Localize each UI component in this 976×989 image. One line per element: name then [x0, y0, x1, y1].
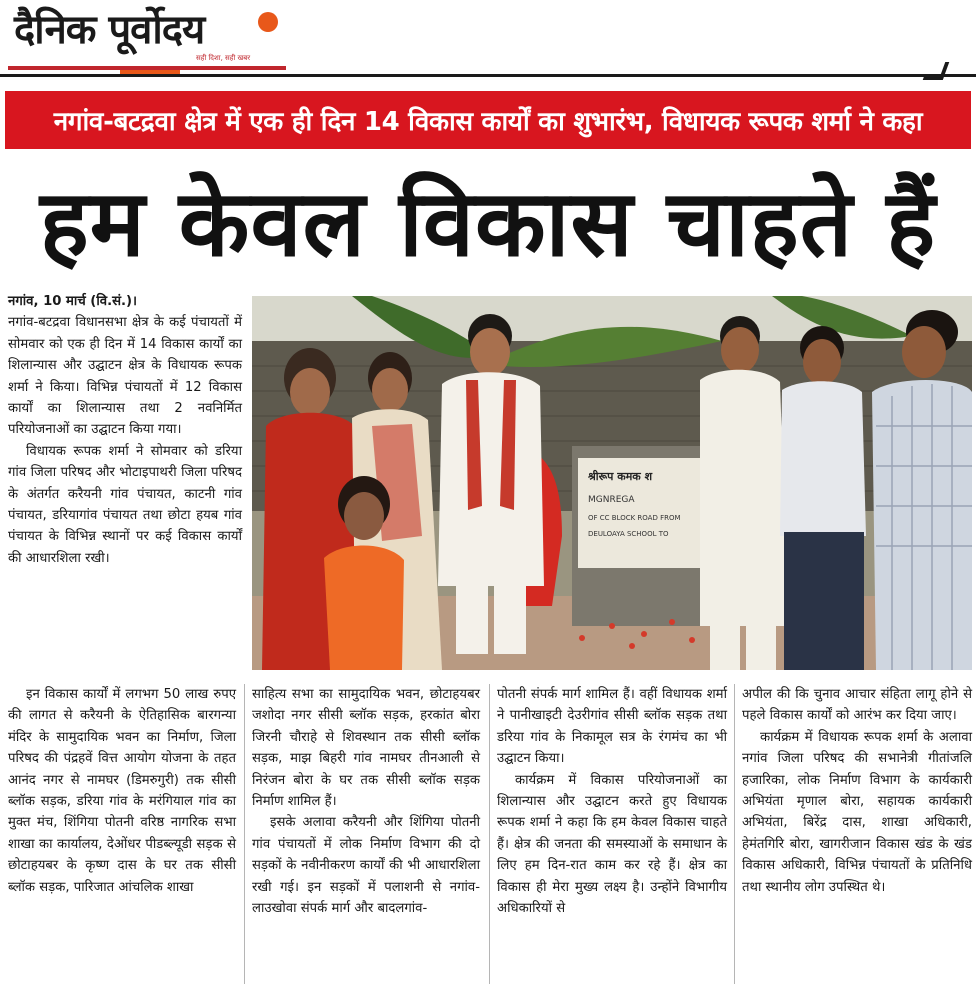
- article-column-4: [742, 684, 972, 898]
- plaque-line: OF CC BLOCK ROAD FROM: [588, 514, 681, 522]
- news-photo[interactable]: [252, 296, 972, 670]
- dateline: नगांव, 10 मार्च (वि.सं.)।: [8, 294, 138, 309]
- article-paragraph: अपील की कि चुनाव आचार संहिता लागू होने से पहले विकास कार्यों को आरंभ कर दिया जाए।: [742, 687, 972, 724]
- corner-mark-icon: [923, 62, 950, 80]
- person-man-kurta: [700, 370, 788, 626]
- article-paragraph: विधायक रूपक शर्मा ने सोमवार को डरिया गांव जिला परिषद और भोटाइपाथरी जिला परिषद के अंतर्गत करैयनी गांव पंचायत, काटनी गांव पंचायत, डरियागांव पंचायत तथा छोटा हयब गांव पंचायत के विभिन्न स्थानों पर कई विकास कार्यों की आधारशिला रखी।: [8, 443, 242, 566]
- article-column-3: [497, 684, 727, 919]
- masthead: [0, 0, 976, 80]
- article-column-1-lower: [8, 684, 236, 898]
- article-column-2: [252, 684, 480, 919]
- person-man-plaid: [872, 380, 972, 670]
- tagline: सही दिशा, सही खबर: [196, 54, 251, 62]
- article-column-1: [8, 291, 242, 569]
- article-dateline: [8, 291, 242, 312]
- article-paragraph: नगांव-बटद्रवा विधानसभा क्षेत्र के कई पंचायतों में सोमवार को एक ही दिन में 14 विकास कार्यों का शिलान्यास और उद्घाटन क्षेत्र के विधायक रूपक शर्मा ने किया। विभिन्न पंचायतों में 12 विकास कार्यों का शिलान्यास तथा 2 नवनिर्मित परियोजनाओं का उद्घाटन किया गया।: [8, 315, 242, 438]
- plaque-line: DEULOAYA SCHOOL TO: [588, 530, 669, 538]
- plaque-line: श्रीरूप कमक श: [588, 470, 653, 483]
- logo-sun-icon: [258, 12, 278, 32]
- article-paragraph: इन विकास कार्यों में लगभग 50 लाख रुपए की लागत से करैयनी के ऐतिहासिक बारगन्या मंदिर के सामुदायिक भवन का निर्माण, जिला परिषद की पंद्रहवें वित्त आयोग योजना के तहत आनंद नगर से नामघर (डिमरुगुरी) तक सीसी ब्लॉक सड़क, डरिया गांव के मरंगियाल गांव का मुक्त मंच, शिंगिया पोतनी वरिष्ठ नागरिक सभा शाखा का कार्यालय, देओंधर पीडब्ल्यूडी सड़क से छोटाहयबर के कृष्ण दास के घर तक सीसी ब्लॉक सड़क, पारिजात आंचलिक शाखा: [8, 687, 236, 895]
- article-paragraph: कार्यक्रम में विधायक रूपक शर्मा के अलावा नगांव जिला परिषद की सभानेत्री गीतांजलि हजारिका, लोक निर्माण विभाग के कार्यकारी अभियंता मृणाल बोरा, सहायक कार्यकारी अभियंता, बिरेंद्र दास, शाखा अधिकारी, हेमंतगिरि बोरा, खागरीजान विकास खंड के खंड विकास अधिकारी, विभिन्न पंचायतों के प्रतिनिधि तथा स्थानीय लोग उपस्थित थे।: [742, 729, 972, 895]
- column-divider: [734, 684, 735, 984]
- headline: हम केवल विकास चाहते हैं: [39, 169, 937, 277]
- photo-illustration: [252, 296, 972, 670]
- article-paragraph: कार्यक्रम में विकास परियोजनाओं का शिलान्यास और उद्घाटन करते हुए विधायक रूपक शर्मा ने कहा कि हम केवल विकास चाहते हैं। क्षेत्र की जनता की समस्याओं के समाधान के लिए हम दिन-रात काम कर रहे हैं। क्षेत्र का विकास ही मेरा मुख्य लक्ष्य है। उन्होंने विभागीय अधिकारियों से: [497, 772, 727, 917]
- article-paragraph: साहित्य सभा का सामुदायिक भवन, छोटाहयबर जशोदा नगर सीसी ब्लॉक सड़क, हरकांत बोरा जिरनी चौराहे से शिवस्थान तक सीसी ब्लॉक सड़क, माझ बिहरी गांव नामघर तीनआली से निरंजन बोरा के घर तक सीसी ब्लॉक सड़क निर्माण शामिल हैं।: [252, 687, 480, 810]
- plaque-line: MGNREGA: [588, 495, 635, 505]
- person-man-shirt: [780, 381, 866, 536]
- person-girl-orange: [324, 545, 404, 670]
- article-paragraph: इसके अलावा करैयनी और शिंगिया पोतनी गांव पंचायतों में लोक निर्माण विभाग की दो सड़कों के नवीनीकरण कार्यों की भी आधारशिला रखी गई। इन सड़कों में पलाशनी से नगांव-लाउखोवा संपर्क मार्ग और बादलगांव-: [252, 815, 480, 917]
- column-divider: [489, 684, 490, 984]
- newspaper-logo[interactable]: दैनिक पूर्वोदय: [14, 7, 205, 53]
- person-mla: [438, 372, 544, 586]
- article-paragraph: पोतनी संपर्क मार्ग शामिल हैं। वहीं विधायक शर्मा ने पानीखाइटी देउरीगांव सीसी ब्लॉक सड़क तथा डरिया गांव के निकामूल सत्र के रंगमंच का भी उद्घाटन किया।: [497, 687, 727, 767]
- column-divider: [244, 684, 245, 984]
- masthead-rule: [0, 74, 976, 77]
- kicker-banner: [5, 91, 971, 149]
- kicker-text: नगांव-बटद्रवा क्षेत्र में एक ही दिन 14 विकास कार्यों का शुभारंभ, विधायक रूपक शर्मा ने कहा: [53, 107, 923, 137]
